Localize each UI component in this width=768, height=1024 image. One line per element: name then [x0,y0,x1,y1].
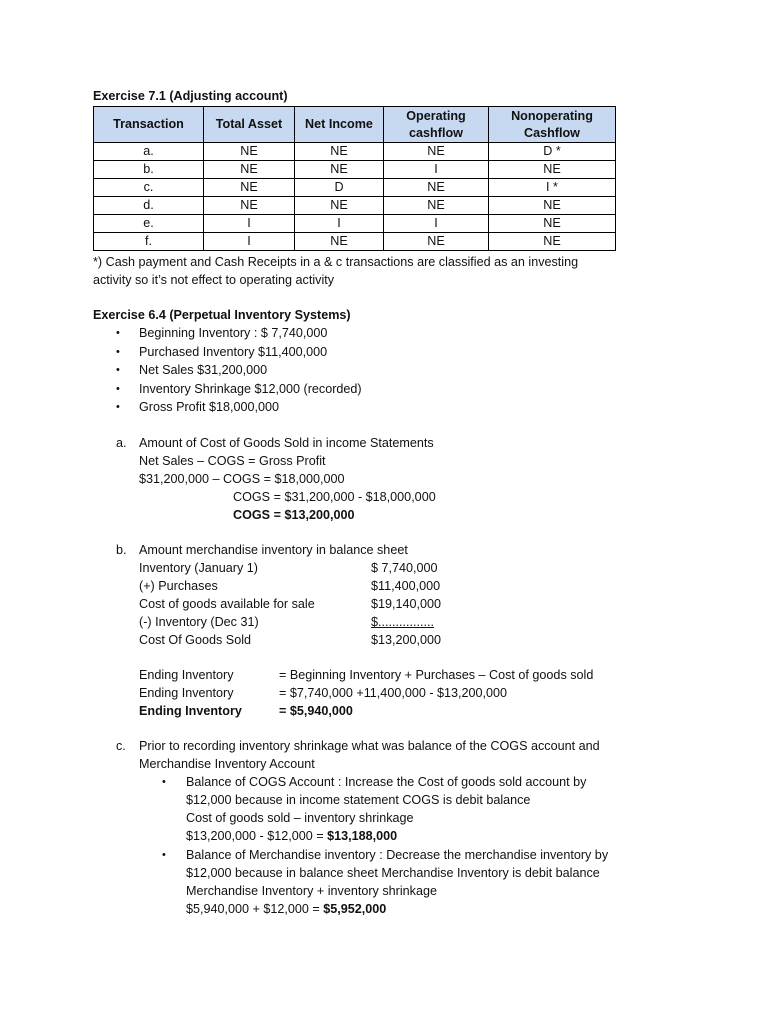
inventory-balance-line-1: Balance of Merchandise inventory : Decrease the merchandise inventory by [186,848,609,862]
table-cell: NE [204,143,295,161]
ending-inventory-substitution: = $7,740,000 +11,400,000 - $13,200,000 [279,686,508,700]
bullet-icon: • [116,346,120,358]
table-row [94,143,616,161]
part-c-label: c. [116,739,126,753]
table-cell: NE [204,179,295,197]
schedule-row-label: (-) Inventory (Dec 31) [139,615,259,629]
part-a-label: a. [116,436,127,450]
table-cell: NE [384,143,489,161]
table-cell: I [204,215,295,233]
ending-inventory-result: = $5,940,000 [279,704,353,718]
header-net-income: Net Income [295,107,384,143]
ending-inventory-label: Ending Inventory [139,668,234,682]
header-operating-cashflow: Operating cashflow [384,107,489,143]
table-row [94,215,616,233]
inventory-balance-calc [186,900,386,918]
inventory-balance-result: $5,952,000 [323,902,387,916]
table-cell: b. [94,161,204,179]
schedule-row-label: Cost Of Goods Sold [139,633,251,647]
table-cell: NE [489,197,616,215]
table-cell: d. [94,197,204,215]
exercise-6-4-title: Exercise 6.4 (Perpetual Inventory Systems) [93,308,351,322]
table-cell: NE [295,143,384,161]
inventory-balance-line-3: Merchandise Inventory + inventory shrinkage [186,884,437,898]
cogs-balance-line-3: Cost of goods sold – inventory shrinkage [186,811,414,825]
table-cell: a. [94,143,204,161]
table-cell: NE [489,161,616,179]
given-item: Net Sales $31,200,000 [139,363,268,377]
table-cell: I [295,215,384,233]
given-item: Gross Profit $18,000,000 [139,400,280,414]
table-cell: I [384,215,489,233]
exercise-7-1-title: Exercise 7.1 (Adjusting account) [93,89,288,103]
cogs-balance-line-2: $12,000 because in income statement COGS is debit balance [186,793,531,807]
part-b-title: Amount merchandise inventory in balance sheet [139,543,408,557]
cogs-balance-calc [186,827,397,845]
bullet-icon: • [162,776,166,788]
table-cell: NE [384,179,489,197]
table-cell: I [384,161,489,179]
table-header-row [94,107,616,143]
part-a-result: COGS = $13,200,000 [233,508,355,522]
table-cell: D * [489,143,616,161]
schedule-row-label: Cost of goods available for sale [139,597,315,611]
given-item: Inventory Shrinkage $12,000 (recorded) [139,382,362,396]
table-cell: NE [295,233,384,251]
schedule-row-value: $19,140,000 [371,597,442,611]
header-total-asset: Total Asset [204,107,295,143]
table-cell: NE [384,197,489,215]
table-cell: NE [204,197,295,215]
table-cell: NE [384,233,489,251]
table-cell: f. [94,233,204,251]
table-cell: NE [489,233,616,251]
table-cell: NE [204,161,295,179]
bullet-icon: • [116,327,120,339]
table-cell: c. [94,179,204,197]
schedule-row-value: $11,400,000 [371,579,441,593]
part-a-title: Amount of Cost of Goods Sold in income Statements [139,436,434,450]
part-b-label: b. [116,543,127,557]
schedule-row-value: $13,200,000 [371,633,442,647]
table-row [94,161,616,179]
schedule-row-label: (+) Purchases [139,579,218,593]
given-item: Beginning Inventory : $ 7,740,000 [139,326,328,340]
schedule-row-value-blank: $................ [371,615,434,629]
schedule-row-label: Inventory (January 1) [139,561,258,575]
table-cell: I * [489,179,616,197]
schedule-row-value: $ 7,740,000 [371,561,438,575]
bullet-icon: • [116,364,120,376]
bullet-icon: • [116,401,120,413]
ending-inventory-formula: = Beginning Inventory + Purchases – Cost of goods sold [279,668,594,682]
table-cell: D [295,179,384,197]
table-row [94,197,616,215]
given-item: Purchased Inventory $11,400,000 [139,345,328,359]
ending-inventory-label: Ending Inventory [139,704,242,718]
table-row [94,233,616,251]
cogs-balance-result: $13,188,000 [327,829,398,843]
table-footnote-line-2: activity so it’s not effect to operating activity [93,273,335,287]
adjusting-account-table [93,106,616,251]
part-c-title-line-1: Prior to recording inventory shrinkage what was balance of the COGS account and [139,739,600,753]
header-transaction: Transaction [94,107,204,143]
cogs-balance-line-1: Balance of COGS Account : Increase the Cost of goods sold account by [186,775,587,789]
table-cell: NE [489,215,616,233]
part-a-substitution: $31,200,000 – COGS = $18,000,000 [139,472,345,486]
inventory-balance-calc-text: $5,940,000 + $12,000 = [186,902,324,916]
table-row [94,179,616,197]
table-cell: I [204,233,295,251]
bullet-icon: • [162,849,166,861]
bullet-icon: • [116,383,120,395]
table-cell: e. [94,215,204,233]
inventory-balance-line-2: $12,000 because in balance sheet Merchandise Inventory is debit balance [186,866,600,880]
table-cell: NE [295,197,384,215]
ending-inventory-label: Ending Inventory [139,686,234,700]
part-a-rearranged: COGS = $31,200,000 - $18,000,000 [233,490,436,504]
part-c-title-line-2: Merchandise Inventory Account [139,757,315,771]
part-a-formula: Net Sales – COGS = Gross Profit [139,454,326,468]
table-cell: NE [295,161,384,179]
header-nonoperating-cashflow: Nonoperating Cashflow [489,107,616,143]
table-footnote-line-1: *) Cash payment and Cash Receipts in a & c transactions are classified as an investing [93,255,579,269]
cogs-balance-calc-text: $13,200,000 - $12,000 = [186,829,328,843]
